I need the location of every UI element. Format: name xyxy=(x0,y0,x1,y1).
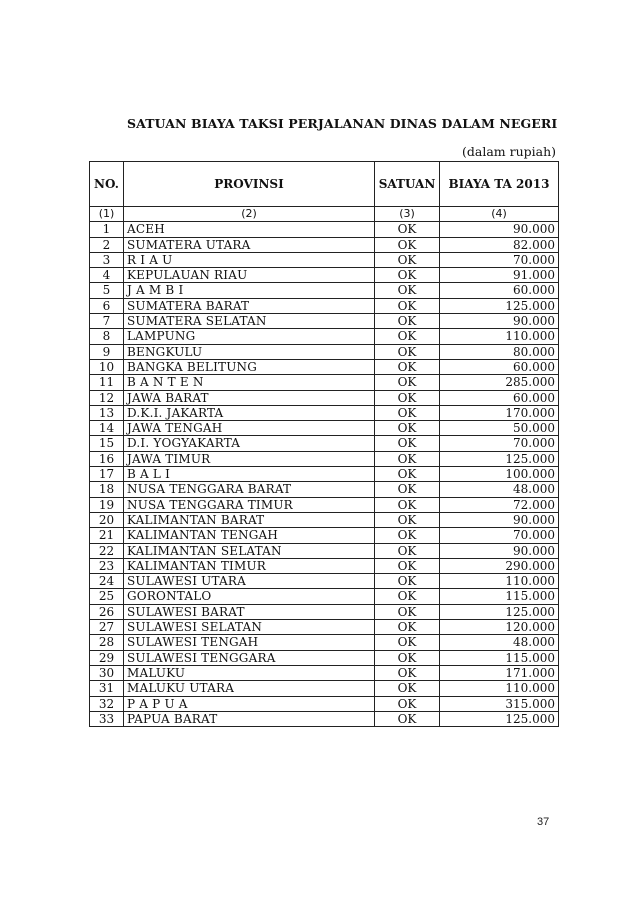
row-province: SUMATERA UTARA xyxy=(124,237,375,252)
row-cost: 90.000 xyxy=(440,222,559,237)
row-number: 28 xyxy=(90,635,124,650)
table-row xyxy=(90,497,559,512)
row-cost: 48.000 xyxy=(440,635,559,650)
row-unit: OK xyxy=(375,252,440,267)
row-province: ACEH xyxy=(124,222,375,237)
row-cost: 110.000 xyxy=(440,329,559,344)
row-number: 9 xyxy=(90,344,124,359)
table-row xyxy=(90,298,559,313)
row-province: GORONTALO xyxy=(124,589,375,604)
table-row xyxy=(90,650,559,665)
row-province: PAPUA BARAT xyxy=(124,711,375,726)
row-cost: 60.000 xyxy=(440,359,559,374)
row-unit: OK xyxy=(375,237,440,252)
row-number: 3 xyxy=(90,252,124,267)
row-unit: OK xyxy=(375,512,440,527)
row-cost: 125.000 xyxy=(440,604,559,619)
table-row xyxy=(90,268,559,283)
table-row xyxy=(90,528,559,543)
row-province: KALIMANTAN BARAT xyxy=(124,512,375,527)
row-number: 30 xyxy=(90,665,124,680)
table-row xyxy=(90,482,559,497)
page-title: SATUAN BIAYA TAKSI PERJALANAN DINAS DALAM NEGERI xyxy=(127,116,558,131)
row-unit: OK xyxy=(375,314,440,329)
row-province: KALIMANTAN TIMUR xyxy=(124,558,375,573)
row-cost: 170.000 xyxy=(440,405,559,420)
table-row xyxy=(90,359,559,374)
row-cost: 125.000 xyxy=(440,451,559,466)
row-province: D.I. YOGYAKARTA xyxy=(124,436,375,451)
row-province: NUSA TENGGARA BARAT xyxy=(124,482,375,497)
row-unit: OK xyxy=(375,482,440,497)
row-province: J A M B I xyxy=(124,283,375,298)
row-unit: OK xyxy=(375,390,440,405)
row-number: 10 xyxy=(90,359,124,374)
row-province: SULAWESI SELATAN xyxy=(124,620,375,635)
table-row xyxy=(90,665,559,680)
row-unit: OK xyxy=(375,298,440,313)
row-number: 21 xyxy=(90,528,124,543)
row-number: 16 xyxy=(90,451,124,466)
row-unit: OK xyxy=(375,451,440,466)
column-index-provinsi: (2) xyxy=(124,207,375,222)
row-unit: OK xyxy=(375,329,440,344)
row-province: SUMATERA BARAT xyxy=(124,298,375,313)
row-province: B A N T E N xyxy=(124,375,375,390)
row-number: 5 xyxy=(90,283,124,298)
row-number: 4 xyxy=(90,268,124,283)
row-cost: 60.000 xyxy=(440,283,559,298)
row-province: KALIMANTAN TENGAH xyxy=(124,528,375,543)
column-index-satuan: (3) xyxy=(375,207,440,222)
table-row xyxy=(90,711,559,726)
page-number: 37 xyxy=(537,816,550,828)
row-unit: OK xyxy=(375,497,440,512)
row-number: 7 xyxy=(90,314,124,329)
table-row xyxy=(90,436,559,451)
row-unit: OK xyxy=(375,222,440,237)
row-number: 2 xyxy=(90,237,124,252)
table-row xyxy=(90,620,559,635)
table-row xyxy=(90,696,559,711)
row-number: 33 xyxy=(90,711,124,726)
row-number: 15 xyxy=(90,436,124,451)
row-number: 19 xyxy=(90,497,124,512)
row-number: 23 xyxy=(90,558,124,573)
row-province: NUSA TENGGARA TIMUR xyxy=(124,497,375,512)
table-row xyxy=(90,681,559,696)
row-province: KALIMANTAN SELATAN xyxy=(124,543,375,558)
row-number: 29 xyxy=(90,650,124,665)
table-row xyxy=(90,314,559,329)
table-row xyxy=(90,604,559,619)
table-row xyxy=(90,405,559,420)
row-province: SULAWESI TENGGARA xyxy=(124,650,375,665)
row-number: 6 xyxy=(90,298,124,313)
row-province: LAMPUNG xyxy=(124,329,375,344)
row-number: 24 xyxy=(90,574,124,589)
row-number: 1 xyxy=(90,222,124,237)
header-no: NO. xyxy=(90,162,124,207)
row-cost: 72.000 xyxy=(440,497,559,512)
row-province: JAWA BARAT xyxy=(124,390,375,405)
row-cost: 110.000 xyxy=(440,681,559,696)
column-index-row xyxy=(90,207,559,222)
row-cost: 115.000 xyxy=(440,589,559,604)
row-province: BENGKULU xyxy=(124,344,375,359)
row-cost: 70.000 xyxy=(440,436,559,451)
header-biaya: BIAYA TA 2013 xyxy=(440,162,559,207)
row-province: SULAWESI TENGAH xyxy=(124,635,375,650)
table-row xyxy=(90,375,559,390)
row-unit: OK xyxy=(375,635,440,650)
row-province: SULAWESI UTARA xyxy=(124,574,375,589)
row-number: 26 xyxy=(90,604,124,619)
table-row xyxy=(90,451,559,466)
table-row xyxy=(90,421,559,436)
row-unit: OK xyxy=(375,589,440,604)
row-number: 27 xyxy=(90,620,124,635)
row-unit: OK xyxy=(375,283,440,298)
row-cost: 90.000 xyxy=(440,314,559,329)
row-number: 14 xyxy=(90,421,124,436)
row-province: BANGKA BELITUNG xyxy=(124,359,375,374)
row-number: 8 xyxy=(90,329,124,344)
row-cost: 50.000 xyxy=(440,421,559,436)
row-number: 12 xyxy=(90,390,124,405)
row-cost: 100.000 xyxy=(440,467,559,482)
table-header-row xyxy=(90,162,559,207)
row-unit: OK xyxy=(375,620,440,635)
row-number: 18 xyxy=(90,482,124,497)
table-row xyxy=(90,390,559,405)
row-cost: 120.000 xyxy=(440,620,559,635)
row-cost: 60.000 xyxy=(440,390,559,405)
row-unit: OK xyxy=(375,467,440,482)
row-cost: 90.000 xyxy=(440,543,559,558)
taxi-cost-table xyxy=(89,161,559,727)
table-row xyxy=(90,512,559,527)
row-cost: 115.000 xyxy=(440,650,559,665)
table-row xyxy=(90,222,559,237)
row-province: R I A U xyxy=(124,252,375,267)
row-cost: 91.000 xyxy=(440,268,559,283)
unit-note: (dalam rupiah) xyxy=(461,144,556,159)
row-province: MALUKU xyxy=(124,665,375,680)
row-unit: OK xyxy=(375,268,440,283)
row-unit: OK xyxy=(375,558,440,573)
row-unit: OK xyxy=(375,574,440,589)
row-cost: 82.000 xyxy=(440,237,559,252)
table-row xyxy=(90,543,559,558)
header-provinsi: PROVINSI xyxy=(124,162,375,207)
row-unit: OK xyxy=(375,421,440,436)
row-unit: OK xyxy=(375,359,440,374)
table-row xyxy=(90,237,559,252)
row-province: P A P U A xyxy=(124,696,375,711)
row-province: MALUKU UTARA xyxy=(124,681,375,696)
table-row xyxy=(90,252,559,267)
row-unit: OK xyxy=(375,696,440,711)
row-province: JAWA TIMUR xyxy=(124,451,375,466)
row-cost: 290.000 xyxy=(440,558,559,573)
row-cost: 110.000 xyxy=(440,574,559,589)
row-province: D.K.I. JAKARTA xyxy=(124,405,375,420)
row-cost: 70.000 xyxy=(440,528,559,543)
row-unit: OK xyxy=(375,711,440,726)
row-number: 25 xyxy=(90,589,124,604)
row-unit: OK xyxy=(375,436,440,451)
row-number: 11 xyxy=(90,375,124,390)
row-cost: 171.000 xyxy=(440,665,559,680)
column-index-no: (1) xyxy=(90,207,124,222)
row-province: KEPULAUAN RIAU xyxy=(124,268,375,283)
table-row xyxy=(90,329,559,344)
column-index-biaya: (4) xyxy=(440,207,559,222)
row-unit: OK xyxy=(375,681,440,696)
row-cost: 125.000 xyxy=(440,711,559,726)
row-unit: OK xyxy=(375,543,440,558)
table-row xyxy=(90,558,559,573)
row-province: SUMATERA SELATAN xyxy=(124,314,375,329)
row-number: 17 xyxy=(90,467,124,482)
row-province: JAWA TENGAH xyxy=(124,421,375,436)
row-cost: 48.000 xyxy=(440,482,559,497)
table-row xyxy=(90,574,559,589)
table-row xyxy=(90,283,559,298)
row-cost: 90.000 xyxy=(440,512,559,527)
row-unit: OK xyxy=(375,604,440,619)
row-unit: OK xyxy=(375,665,440,680)
row-number: 31 xyxy=(90,681,124,696)
table-row xyxy=(90,467,559,482)
row-number: 13 xyxy=(90,405,124,420)
row-unit: OK xyxy=(375,650,440,665)
row-number: 32 xyxy=(90,696,124,711)
row-cost: 70.000 xyxy=(440,252,559,267)
table-row xyxy=(90,589,559,604)
row-cost: 285.000 xyxy=(440,375,559,390)
row-unit: OK xyxy=(375,405,440,420)
table-body xyxy=(90,222,559,727)
table-row xyxy=(90,344,559,359)
row-province: SULAWESI BARAT xyxy=(124,604,375,619)
row-unit: OK xyxy=(375,528,440,543)
row-cost: 315.000 xyxy=(440,696,559,711)
row-cost: 125.000 xyxy=(440,298,559,313)
row-unit: OK xyxy=(375,344,440,359)
row-number: 22 xyxy=(90,543,124,558)
row-cost: 80.000 xyxy=(440,344,559,359)
row-province: B A L I xyxy=(124,467,375,482)
header-satuan: SATUAN xyxy=(375,162,440,207)
table-row xyxy=(90,635,559,650)
row-number: 20 xyxy=(90,512,124,527)
row-unit: OK xyxy=(375,375,440,390)
